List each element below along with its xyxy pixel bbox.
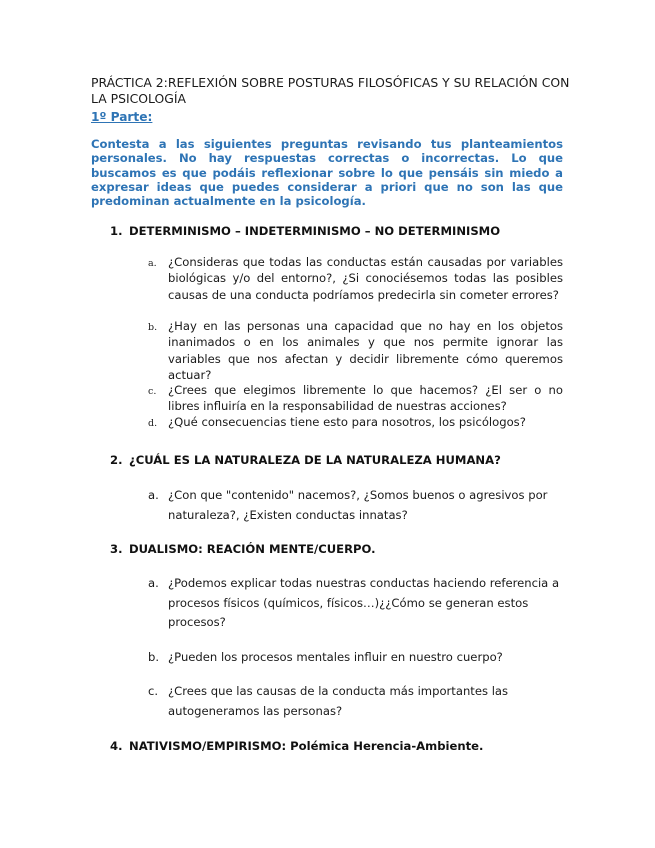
section-number: 1. [110,224,123,238]
question-text: ¿Consideras que todas las conductas están causadas por variables biológicas y/o del entorno?, ¿Si conociésemos todas las posibles causas de una conducta podríamos predecirla sin cometer errores? [168,255,563,302]
question-3b [148,648,563,668]
section-number: 2. [110,453,123,467]
list-marker: a. [148,576,159,590]
list-marker: c. [148,386,157,397]
question-text: ¿Hay en las personas una capacidad que no hay en los objetos inanimados o en los animales y que nos permite ignorar las variables que nos afectan y decidir libremente cómo queremos actuar? [168,319,563,382]
section-4-heading [110,739,483,753]
list-marker: a. [148,488,159,502]
section-title: DETERMINISMO – INDETERMINISMO – NO DETERMINISMO [129,224,501,238]
list-marker: b. [148,322,158,333]
section-2-heading [110,453,501,467]
section-number: 4. [110,739,123,753]
question-3c [148,682,563,721]
intro-paragraph: Contesta a las siguientes preguntas revisando tus planteamientos personales. No hay respuestas correctas o incorrectas. Lo que buscamos es que podáis reflexionar sobre lo que pensáis sin miedo a expresar ideas que puedes considerar a priori que no son las que predominan actualmente en la psicología. [91,137,563,209]
question-1d [148,414,563,430]
section-number: 3. [110,542,123,556]
question-text: ¿Crees que elegimos libremente lo que hacemos? ¿El ser o no libres influiría en la responsabilidad de nuestras acciones? [168,383,563,414]
question-1c [148,382,563,415]
question-text: ¿Con que "contenido" nacemos?, ¿Somos buenos o agresivos por naturaleza?, ¿Existen conductas innatas? [168,488,548,522]
part-label: 1º Parte: [91,110,153,124]
list-marker: a. [148,258,157,269]
section-title: DUALISMO: REACIÓN MENTE/CUERPO. [129,542,376,556]
list-marker: c. [148,684,159,698]
question-2a [148,486,563,525]
question-1a [148,254,563,303]
section-title: NATIVISMO/EMPIRISMO: Polémica Herencia-Ambiente. [129,739,484,753]
question-text: ¿Crees que las causas de la conducta más importantes las autogeneramos las personas? [168,684,509,718]
question-text: ¿Qué consecuencias tiene esto para nosotros, los psicólogos? [168,415,526,429]
question-text: ¿Podemos explicar todas nuestras conductas haciendo referencia a procesos físicos (químicos, físicos…)¿¿Cómo se generan estos procesos? [168,576,560,629]
question-1b [148,318,563,383]
question-3a [148,574,563,633]
section-1-heading [110,224,500,238]
list-marker: b. [148,650,160,664]
question-text: ¿Pueden los procesos mentales influir en nuestro cuerpo? [168,650,503,664]
section-title: ¿CUÁL ES LA NATURALEZA DE LA NATURALEZA HUMANA? [129,453,501,467]
section-3-heading [110,542,376,556]
list-marker: d. [148,418,158,429]
document-title: PRÁCTICA 2:REFLEXIÓN SOBRE POSTURAS FILOSÓFICAS Y SU RELACIÓN CON LA PSICOLOGÍA [91,75,570,106]
